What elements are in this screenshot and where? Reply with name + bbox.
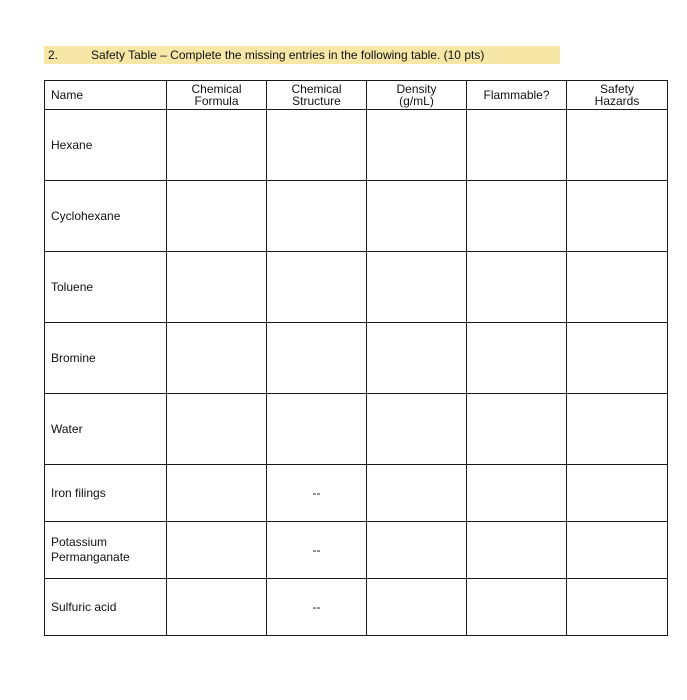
table-row-cyclohexane: [45, 181, 668, 252]
cell-flammable[interactable]: [467, 522, 567, 579]
cell-formula[interactable]: [167, 522, 267, 579]
cell-density[interactable]: [367, 579, 467, 636]
question-text: Safety Table – Complete the missing entries in the following table. (10 pts): [91, 48, 485, 62]
cell-formula[interactable]: [167, 181, 267, 252]
cell-formula[interactable]: [167, 252, 267, 323]
header-safety-hazards: Safety Hazards: [567, 81, 668, 110]
cell-density[interactable]: [367, 181, 467, 252]
cell-density[interactable]: [367, 522, 467, 579]
cell-structure: --: [267, 465, 367, 522]
cell-structure[interactable]: [267, 181, 367, 252]
table-row-potassium-permanganate: [45, 522, 668, 579]
table-row-sulfuric-acid: [45, 579, 668, 636]
cell-flammable[interactable]: [467, 252, 567, 323]
cell-structure: --: [267, 579, 367, 636]
cell-structure: --: [267, 522, 367, 579]
cell-structure[interactable]: [267, 394, 367, 465]
cell-name: Sulfuric acid: [45, 579, 167, 636]
cell-flammable[interactable]: [467, 394, 567, 465]
cell-name: Potassium Permanganate: [45, 522, 167, 579]
cell-structure[interactable]: [267, 110, 367, 181]
cell-structure[interactable]: [267, 323, 367, 394]
table-row-toluene: [45, 252, 668, 323]
cell-hazards[interactable]: [567, 252, 668, 323]
cell-formula[interactable]: [167, 110, 267, 181]
cell-hazards[interactable]: [567, 522, 668, 579]
cell-hazards[interactable]: [567, 465, 668, 522]
cell-hazards[interactable]: [567, 181, 668, 252]
question-heading: [44, 46, 560, 64]
table-row-water: [45, 394, 668, 465]
header-chemical-structure: Chemical Structure: [267, 81, 367, 110]
table-row-bromine: [45, 323, 668, 394]
cell-formula[interactable]: [167, 465, 267, 522]
cell-flammable[interactable]: [467, 579, 567, 636]
cell-flammable[interactable]: [467, 181, 567, 252]
cell-name: Iron filings: [45, 465, 167, 522]
cell-hazards[interactable]: [567, 394, 668, 465]
header-row: [45, 81, 668, 110]
cell-formula[interactable]: [167, 579, 267, 636]
cell-density[interactable]: [367, 394, 467, 465]
table-row-iron-filings: [45, 465, 668, 522]
cell-name: Toluene: [45, 252, 167, 323]
cell-density[interactable]: [367, 110, 467, 181]
cell-density[interactable]: [367, 252, 467, 323]
cell-flammable[interactable]: [467, 323, 567, 394]
cell-formula[interactable]: [167, 323, 267, 394]
cell-name: Water: [45, 394, 167, 465]
cell-flammable[interactable]: [467, 465, 567, 522]
cell-name: Hexane: [45, 110, 167, 181]
cell-hazards[interactable]: [567, 579, 668, 636]
cell-name: Bromine: [45, 323, 167, 394]
cell-structure[interactable]: [267, 252, 367, 323]
cell-density[interactable]: [367, 323, 467, 394]
cell-hazards[interactable]: [567, 110, 668, 181]
cell-flammable[interactable]: [467, 110, 567, 181]
header-chemical-formula: Chemical Formula: [167, 81, 267, 110]
table-row-hexane: [45, 110, 668, 181]
cell-name: Cyclohexane: [45, 181, 167, 252]
safety-table: [44, 80, 668, 636]
question-number: 2.: [48, 48, 59, 62]
cell-hazards[interactable]: [567, 323, 668, 394]
cell-density[interactable]: [367, 465, 467, 522]
header-density: Density (g/mL): [367, 81, 467, 110]
header-flammable: Flammable?: [467, 81, 567, 110]
cell-formula[interactable]: [167, 394, 267, 465]
header-name: Name: [45, 81, 167, 110]
